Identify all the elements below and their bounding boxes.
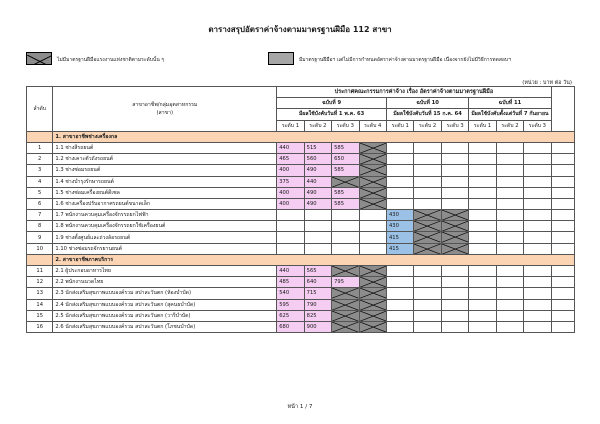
empty-cell xyxy=(551,210,574,221)
empty-cell xyxy=(414,299,441,310)
empty-cell xyxy=(277,243,304,254)
wage-cell: 715 xyxy=(304,288,331,299)
not-applicable-cell xyxy=(332,176,359,187)
empty-cell xyxy=(414,187,441,198)
table-row xyxy=(27,321,575,332)
empty-cell xyxy=(551,165,574,176)
empty-cell xyxy=(359,243,386,254)
wage-cell: 540 xyxy=(277,288,304,299)
empty-cell xyxy=(469,266,496,277)
table-row xyxy=(27,310,575,321)
table-row xyxy=(27,142,575,153)
empty-cell xyxy=(469,321,496,332)
empty-cell xyxy=(386,187,413,198)
empty-cell xyxy=(496,176,523,187)
branch-name: 1.3 ช่างซ่อมรถยนต์ xyxy=(53,165,277,176)
committee-header: ประกาศคณะกรรมการค่าจ้าง เรื่อง อัตราค่าจ้างตามมาตรฐานฝีมือ xyxy=(277,87,551,98)
level-header: ระดับ 1 xyxy=(386,120,413,131)
level-header: ระดับ 2 xyxy=(496,120,523,131)
cross-icon xyxy=(360,266,386,276)
table-row xyxy=(27,198,575,209)
wage-cell: 900 xyxy=(304,321,331,332)
wage-cell: 415 xyxy=(386,232,413,243)
empty-cell xyxy=(496,232,523,243)
empty-cell xyxy=(524,288,551,299)
not-applicable-cell xyxy=(359,277,386,288)
empty-cell xyxy=(524,176,551,187)
empty-cell xyxy=(441,299,468,310)
wage-cell: 680 xyxy=(277,321,304,332)
branch-name: 2.4 นักส่งเสริมสุขภาพแบบองค์รวม สปาสะวันตก (สุคนธบำบัด) xyxy=(53,299,277,310)
branch-name: 1.10 ช่างซ่อมรถจักรยานยนต์ xyxy=(53,243,277,254)
empty-cell xyxy=(386,310,413,321)
edition-9-label: ฉบับที่ 9 xyxy=(277,98,387,109)
empty-cell xyxy=(414,277,441,288)
wage-cell: 585 xyxy=(332,198,359,209)
empty-cell xyxy=(469,310,496,321)
section-title: 1. สาขาอาชีพช่างเครื่องกล xyxy=(53,131,575,142)
wage-cell: 490 xyxy=(304,187,331,198)
edition-11-effective: มีผลใช้บังคับตั้งแต่วันที่ 7 กันยายน xyxy=(469,109,551,120)
cross-icon xyxy=(442,221,468,231)
edition-9-effective: มีผลใช้บังคับวันที่ 1 พ.ค. 63 xyxy=(277,109,387,120)
cross-icon xyxy=(414,210,440,220)
cross-icon xyxy=(360,311,386,321)
empty-cell xyxy=(524,187,551,198)
legend-crossed-text: ไม่มีมาตรฐานฝีมือแรงงานแห่งชาติตามระดับนั้น ๆ xyxy=(57,57,165,63)
empty-cell xyxy=(524,142,551,153)
empty-cell xyxy=(524,198,551,209)
wage-cell: 650 xyxy=(332,154,359,165)
row-no: 15 xyxy=(27,310,53,321)
empty-cell xyxy=(524,243,551,254)
row-no: 4 xyxy=(27,176,53,187)
empty-cell xyxy=(441,142,468,153)
empty-cell xyxy=(304,243,331,254)
table-row xyxy=(27,277,575,288)
not-applicable-cell xyxy=(359,198,386,209)
empty-cell xyxy=(359,210,386,221)
empty-cell xyxy=(469,142,496,153)
cross-icon xyxy=(414,244,440,254)
empty-cell xyxy=(277,210,304,221)
level-header: ระดับ 1 xyxy=(469,120,496,131)
cross-icon xyxy=(360,277,386,287)
table-row xyxy=(27,288,575,299)
level-header: ระดับ 3 xyxy=(332,120,359,131)
empty-cell xyxy=(386,165,413,176)
cross-icon xyxy=(360,154,386,164)
empty-cell xyxy=(441,176,468,187)
empty-cell xyxy=(386,266,413,277)
level-header: ระดับ 2 xyxy=(414,120,441,131)
level-header: ระดับ 1 xyxy=(277,120,304,131)
empty-cell xyxy=(469,154,496,165)
legend-gray-swatch xyxy=(268,52,294,65)
empty-cell xyxy=(496,187,523,198)
empty-cell xyxy=(469,176,496,187)
empty-cell xyxy=(386,288,413,299)
empty-cell xyxy=(277,221,304,232)
empty-cell xyxy=(441,277,468,288)
empty-cell xyxy=(524,321,551,332)
empty-cell xyxy=(469,288,496,299)
branch-name: 2.2 พนักงานนวดไทย xyxy=(53,277,277,288)
table-row xyxy=(27,266,575,277)
not-applicable-cell xyxy=(359,288,386,299)
wage-cell: 375 xyxy=(277,176,304,187)
not-applicable-cell xyxy=(359,176,386,187)
not-applicable-cell xyxy=(359,310,386,321)
branch-name: 1.7 พนักงานควบคุมเครื่องจักรรถยกไฟฟ้า xyxy=(53,210,277,221)
cross-icon xyxy=(442,232,468,242)
table-row xyxy=(27,232,575,243)
empty-cell xyxy=(414,266,441,277)
cross-icon xyxy=(360,322,386,332)
wage-cell: 585 xyxy=(332,142,359,153)
cross-icon xyxy=(360,288,386,298)
wage-cell: 400 xyxy=(277,187,304,198)
row-no: 7 xyxy=(27,210,53,221)
empty-cell xyxy=(551,266,574,277)
empty-cell xyxy=(359,232,386,243)
empty-cell xyxy=(386,176,413,187)
table-row xyxy=(27,299,575,310)
empty-cell xyxy=(386,277,413,288)
cross-icon xyxy=(360,165,386,175)
wage-cell: 490 xyxy=(304,198,331,209)
wage-cell: 585 xyxy=(332,165,359,176)
empty-cell xyxy=(441,198,468,209)
col-branch-header xyxy=(53,87,277,132)
row-no: 13 xyxy=(27,288,53,299)
wage-cell: 415 xyxy=(386,243,413,254)
empty-cell xyxy=(359,221,386,232)
cross-icon xyxy=(360,199,386,209)
wage-cell: 585 xyxy=(332,187,359,198)
branch-name: 2.5 นักส่งเสริมสุขภาพแบบองค์รวม สปาสะวันตก (วารีบำบัด) xyxy=(53,310,277,321)
wage-cell: 430 xyxy=(386,221,413,232)
empty-cell xyxy=(496,142,523,153)
empty-cell xyxy=(496,165,523,176)
empty-cell xyxy=(496,243,523,254)
wage-cell: 640 xyxy=(304,277,331,288)
wage-cell: 790 xyxy=(304,299,331,310)
not-applicable-cell xyxy=(441,210,468,221)
empty-cell xyxy=(469,277,496,288)
empty-cell xyxy=(441,165,468,176)
section-row xyxy=(27,254,575,265)
branch-name: 1.6 ช่างเครื่องปรับอากาศรถยนต์ขนาดเล็ก xyxy=(53,198,277,209)
row-no: 8 xyxy=(27,221,53,232)
wage-cell: 465 xyxy=(277,154,304,165)
empty-cell xyxy=(386,299,413,310)
empty-cell xyxy=(551,176,574,187)
cross-icon xyxy=(332,300,358,310)
not-applicable-cell xyxy=(359,165,386,176)
empty-cell xyxy=(414,142,441,153)
branch-name: 1.4 ช่างบำรุงรักษารถยนต์ xyxy=(53,176,277,187)
empty-cell xyxy=(496,277,523,288)
empty-cell xyxy=(524,232,551,243)
table-row xyxy=(27,154,575,165)
empty-cell xyxy=(496,210,523,221)
level-header: ระดับ 4 xyxy=(359,120,386,131)
empty-cell xyxy=(496,310,523,321)
wage-cell: 440 xyxy=(304,176,331,187)
wage-table xyxy=(26,86,575,333)
wage-cell: 490 xyxy=(304,165,331,176)
empty-cell xyxy=(332,243,359,254)
empty-cell xyxy=(332,221,359,232)
not-applicable-cell xyxy=(414,210,441,221)
wage-cell: 560 xyxy=(304,154,331,165)
not-applicable-cell xyxy=(441,221,468,232)
cross-icon xyxy=(332,311,358,321)
empty-cell xyxy=(469,165,496,176)
cross-icon xyxy=(27,55,52,65)
empty-cell xyxy=(524,154,551,165)
not-applicable-cell xyxy=(441,243,468,254)
page-number: หน้า 1 / 7 xyxy=(287,404,313,410)
legend-gray-text: มีมาตรฐานฝีมือฯ แต่ไม่มีการกำหนดอัตราค่าจ้างตามมาตรฐานฝีมือ เนื่องจากยังไม่มีวิธีการทดสอบฯ xyxy=(299,57,511,63)
empty-cell xyxy=(551,221,574,232)
row-no: 16 xyxy=(27,321,53,332)
not-applicable-cell xyxy=(414,243,441,254)
cross-icon xyxy=(360,300,386,310)
empty-cell xyxy=(551,299,574,310)
empty-cell xyxy=(496,198,523,209)
empty-cell xyxy=(551,243,574,254)
not-applicable-cell xyxy=(359,142,386,153)
empty-cell xyxy=(304,210,331,221)
empty-cell xyxy=(551,277,574,288)
not-applicable-cell xyxy=(359,299,386,310)
wage-cell: 430 xyxy=(386,210,413,221)
empty-cell xyxy=(524,310,551,321)
branch-name: 1.8 พนักงานควบคุมเครื่องจักรรถยกใช้เครื่องยนต์ xyxy=(53,221,277,232)
empty-cell xyxy=(524,266,551,277)
branch-name: 1.9 ช่างตั้งศูนย์และถ่วงล้อรถยนต์ xyxy=(53,232,277,243)
table-row xyxy=(27,176,575,187)
empty-cell xyxy=(414,198,441,209)
cross-icon xyxy=(360,143,386,153)
row-no: 3 xyxy=(27,165,53,176)
empty-cell xyxy=(469,187,496,198)
not-applicable-cell xyxy=(332,321,359,332)
row-no: 5 xyxy=(27,187,53,198)
empty-cell xyxy=(414,154,441,165)
empty-cell xyxy=(469,198,496,209)
table-row xyxy=(27,187,575,198)
table-row xyxy=(27,243,575,254)
edition-11-label: ฉบับที่ 11 xyxy=(469,98,551,109)
cross-icon xyxy=(332,266,358,276)
empty-cell xyxy=(551,232,574,243)
empty-cell xyxy=(524,277,551,288)
empty-cell xyxy=(386,142,413,153)
empty-cell xyxy=(469,210,496,221)
empty-cell xyxy=(469,232,496,243)
cross-icon xyxy=(442,210,468,220)
empty-cell xyxy=(524,165,551,176)
section-row xyxy=(27,131,575,142)
not-applicable-cell xyxy=(359,321,386,332)
empty-cell xyxy=(304,232,331,243)
legend-crossed-swatch xyxy=(26,52,52,65)
empty-cell xyxy=(551,154,574,165)
empty-cell xyxy=(414,176,441,187)
empty-cell xyxy=(551,321,574,332)
empty-cell xyxy=(441,310,468,321)
cross-icon xyxy=(414,232,440,242)
level-header: ระดับ 3 xyxy=(441,120,468,131)
wage-cell: 825 xyxy=(304,310,331,321)
empty-cell xyxy=(414,165,441,176)
not-applicable-cell xyxy=(332,299,359,310)
wage-cell: 565 xyxy=(304,266,331,277)
empty-cell xyxy=(551,142,574,153)
not-applicable-cell xyxy=(441,232,468,243)
empty-cell xyxy=(441,288,468,299)
empty-cell xyxy=(414,288,441,299)
row-no: 1 xyxy=(27,142,53,153)
not-applicable-cell xyxy=(332,310,359,321)
wage-cell: 485 xyxy=(277,277,304,288)
table-row xyxy=(27,221,575,232)
branch-name: 1.2 ช่างเคาะตัวถังรถยนต์ xyxy=(53,154,277,165)
empty-cell xyxy=(304,221,331,232)
empty-cell xyxy=(496,266,523,277)
empty-cell xyxy=(469,221,496,232)
empty-cell xyxy=(414,321,441,332)
table-row xyxy=(27,210,575,221)
empty-cell xyxy=(551,198,574,209)
level-header: ระดับ 3 xyxy=(524,120,551,131)
wage-cell: 795 xyxy=(332,277,359,288)
row-no: 11 xyxy=(27,266,53,277)
document-title: ตารางสรุปอัตราค่าจ้างตามมาตรฐานฝีมือ 112 สาขา xyxy=(208,25,392,34)
empty-cell xyxy=(332,210,359,221)
not-applicable-cell xyxy=(332,288,359,299)
level-header: ระดับ 2 xyxy=(304,120,331,131)
branch-header-line1: สาขาอาชีพ/กลุ่มอุตสาหกรรม xyxy=(132,101,198,108)
wage-cell: 440 xyxy=(277,266,304,277)
empty-cell xyxy=(332,232,359,243)
empty-cell xyxy=(441,266,468,277)
blank-header xyxy=(551,87,574,132)
empty-cell xyxy=(386,154,413,165)
not-applicable-cell xyxy=(359,187,386,198)
cross-icon xyxy=(332,322,358,332)
unit-note: (หน่วย : บาท ต่อ วัน) xyxy=(522,80,572,86)
empty-cell xyxy=(414,310,441,321)
branch-name: 2.3 นักส่งเสริมสุขภาพแบบองค์รวม สปาสะวันตก (ห้องบำบัด) xyxy=(53,288,277,299)
not-applicable-cell xyxy=(359,266,386,277)
empty-cell xyxy=(524,210,551,221)
branch-header-line2: (สาขา) xyxy=(156,109,174,116)
row-no: 6 xyxy=(27,198,53,209)
row-no: 9 xyxy=(27,232,53,243)
not-applicable-cell xyxy=(332,266,359,277)
table-row xyxy=(27,165,575,176)
empty-cell xyxy=(496,321,523,332)
empty-cell xyxy=(386,321,413,332)
empty-cell xyxy=(441,187,468,198)
wage-cell: 625 xyxy=(277,310,304,321)
cross-icon xyxy=(414,221,440,231)
empty-cell xyxy=(524,299,551,310)
empty-cell xyxy=(524,221,551,232)
edition-10-label: ฉบับที่ 10 xyxy=(386,98,468,109)
branch-name: 2.1 ผู้ประกอบอาหารไทย xyxy=(53,266,277,277)
not-applicable-cell xyxy=(414,232,441,243)
empty-cell xyxy=(496,154,523,165)
not-applicable-cell xyxy=(359,154,386,165)
col-no-header: ลำดับ xyxy=(27,87,53,132)
empty-cell xyxy=(551,288,574,299)
branch-name: 1.1 ช่างสีรถยนต์ xyxy=(53,142,277,153)
row-no: 12 xyxy=(27,277,53,288)
empty-cell xyxy=(469,299,496,310)
empty-cell xyxy=(441,154,468,165)
empty-cell xyxy=(277,232,304,243)
cross-icon xyxy=(332,177,358,187)
edition-10-effective: มีผลใช้บังคับวันที่ 15 ก.ค. 64 xyxy=(386,109,468,120)
wage-cell: 400 xyxy=(277,198,304,209)
empty-cell xyxy=(469,243,496,254)
empty-cell xyxy=(496,288,523,299)
row-no: 2 xyxy=(27,154,53,165)
section-no-cell xyxy=(27,131,53,142)
empty-cell xyxy=(496,221,523,232)
cross-icon xyxy=(360,188,386,198)
wage-cell: 400 xyxy=(277,165,304,176)
wage-cell: 440 xyxy=(277,142,304,153)
wage-cell: 515 xyxy=(304,142,331,153)
row-no: 10 xyxy=(27,243,53,254)
branch-name: 1.5 ช่างซ่อมเครื่องยนต์ดีเซล xyxy=(53,187,277,198)
cross-icon xyxy=(360,177,386,187)
cross-icon xyxy=(442,244,468,254)
empty-cell xyxy=(551,187,574,198)
cross-icon xyxy=(332,288,358,298)
empty-cell xyxy=(496,299,523,310)
empty-cell xyxy=(386,198,413,209)
section-no-cell xyxy=(27,254,53,265)
row-no: 14 xyxy=(27,299,53,310)
section-title: 2. สาขาอาชีพภาคบริการ xyxy=(53,254,575,265)
branch-name: 2.6 นักส่งเสริมสุขภาพแบบองค์รวม สปาสะวันตก (โภชนบำบัด) xyxy=(53,321,277,332)
wage-cell: 595 xyxy=(277,299,304,310)
not-applicable-cell xyxy=(414,221,441,232)
empty-cell xyxy=(441,321,468,332)
empty-cell xyxy=(551,310,574,321)
